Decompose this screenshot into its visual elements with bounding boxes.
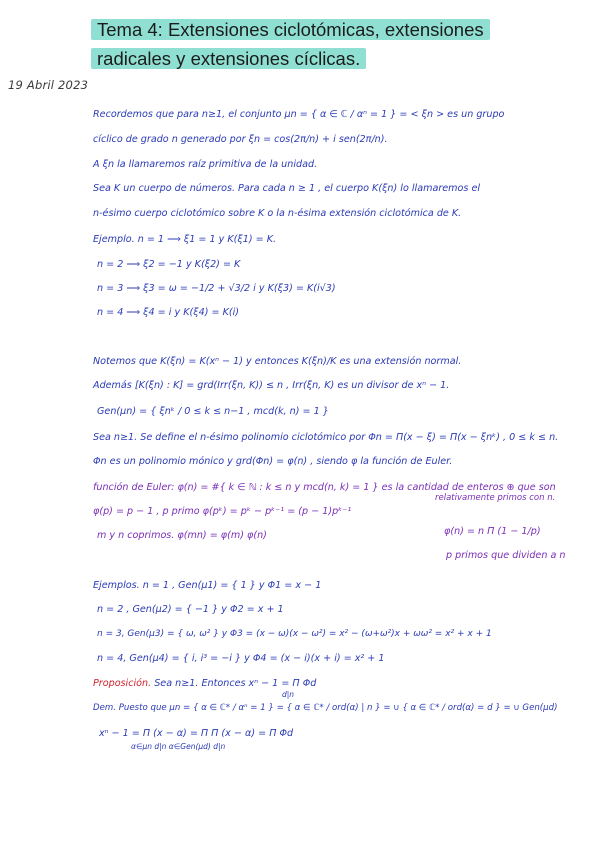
- euler-formula: φ(n) = n Π (1 − 1/p): [444, 526, 541, 537]
- page-title-line-2: radicales y extensiones cíclicas.: [91, 48, 366, 70]
- proof-index-line: α∈μn d|n α∈Gen(μd) d|n: [131, 742, 226, 751]
- note-line: n-ésimo cuerpo ciclotómico sobre K o la n-ésima extensión ciclotómica de K.: [93, 208, 462, 219]
- example-line: n = 2 , Gen(μ2) = { −1 } y Φ2 = x + 1: [97, 604, 284, 615]
- index-label: d|n: [282, 690, 295, 699]
- date-label: 19 Abril 2023: [8, 78, 89, 92]
- note-line: Φn es un polinomio mónico y grd(Φn) = φ(n) , siendo φ la función de Euler.: [93, 456, 453, 467]
- note-line: Recordemos que para n≥1, el conjunto μn = { α ∈ ℂ / αⁿ = 1 } = < ξn > es un grupo: [93, 109, 505, 120]
- example-line: n = 2 ⟹ ξ2 = −1 y K(ξ2) = K: [97, 259, 241, 270]
- definition-line: Sea n≥1. Se define el n-ésimo polinomio ciclotómico por Φn = Π(x − ξ) = Π(x − ξnᵏ) , 0 ≤ k ≤ n.: [93, 432, 559, 443]
- example-line: n = 3 ⟹ ξ3 = ω = −1/2 + √3/2 i y K(ξ3) = K(i√3): [97, 283, 336, 294]
- example-line: Ejemplo. n = 1 ⟹ ξ1 = 1 y K(ξ1) = K.: [93, 234, 277, 245]
- example-line: Ejemplos. n = 1 , Gen(μ1) = { 1 } y Φ1 = x − 1: [93, 580, 322, 591]
- euler-property: φ(p) = p − 1 , p primo φ(pᵏ) = pᵏ − pᵏ⁻¹ = (p − 1)pᵏ⁻¹: [93, 506, 352, 517]
- proof-line: xⁿ − 1 = Π (x − α) = Π Π (x − α) = Π Φd: [99, 728, 294, 739]
- example-line: n = 4, Gen(μ4) = { i, i³ = −i } y Φ4 = (x − i)(x + i) = x² + 1: [97, 653, 385, 664]
- formula-line: Gen(μn) = { ξnᵏ / 0 ≤ k ≤ n−1 , mcd(k, n) = 1 }: [97, 406, 329, 417]
- example-line: n = 4 ⟹ ξ4 = i y K(ξ4) = K(i): [97, 307, 240, 318]
- euler-property: m y n coprimos. φ(mn) = φ(m) φ(n): [97, 530, 267, 541]
- example-line: n = 3, Gen(μ3) = { ω, ω² } y Φ3 = (x − ω)(x − ω²) = x² − (ω+ω²)x + ωω² = x² + x + 1: [97, 629, 492, 639]
- note-line: Sea K un cuerpo de números. Para cada n ≥ 1 , el cuerpo K(ξn) lo llamaremos el: [93, 183, 481, 194]
- proposition-label: Proposición.: [93, 678, 152, 689]
- note-line: Además [K(ξn) : K] = grd(Irr(ξn, K)) ≤ n , Irr(ξn, K) es un divisor de xⁿ − 1.: [93, 380, 450, 391]
- euler-definition: función de Euler: φ(n) = #{ k ∈ ℕ : k ≤ n y mcd(n, k) = 1 } es la cantidad de enteros ⊕ que son: [93, 482, 556, 493]
- note-line: cíclico de grado n generado por ξn = cos(2π/n) + i sen(2π/n).: [93, 134, 388, 145]
- proposition-statement: Sea n≥1. Entonces xⁿ − 1 = Π Φd: [151, 678, 317, 689]
- euler-note: p primos que dividen a n: [446, 550, 566, 561]
- note-line: A ξn la llamaremos raíz primitiva de la unidad.: [93, 159, 318, 170]
- note-line: Notemos que K(ξn) = K(xⁿ − 1) y entonces K(ξn)/K es una extensión normal.: [93, 356, 462, 367]
- proof-line: Dem. Puesto que μn = { α ∈ ℂ* / αⁿ = 1 } = { α ∈ ℂ* / ord(α) | n } = ∪ { α ∈ ℂ* / ord(α) = d } = ∪ Gen(μd): [93, 703, 558, 713]
- page-title-line-1: Tema 4: Extensiones ciclotómicas, extensiones: [91, 19, 490, 41]
- euler-definition: relativamente primos con n.: [435, 493, 556, 503]
